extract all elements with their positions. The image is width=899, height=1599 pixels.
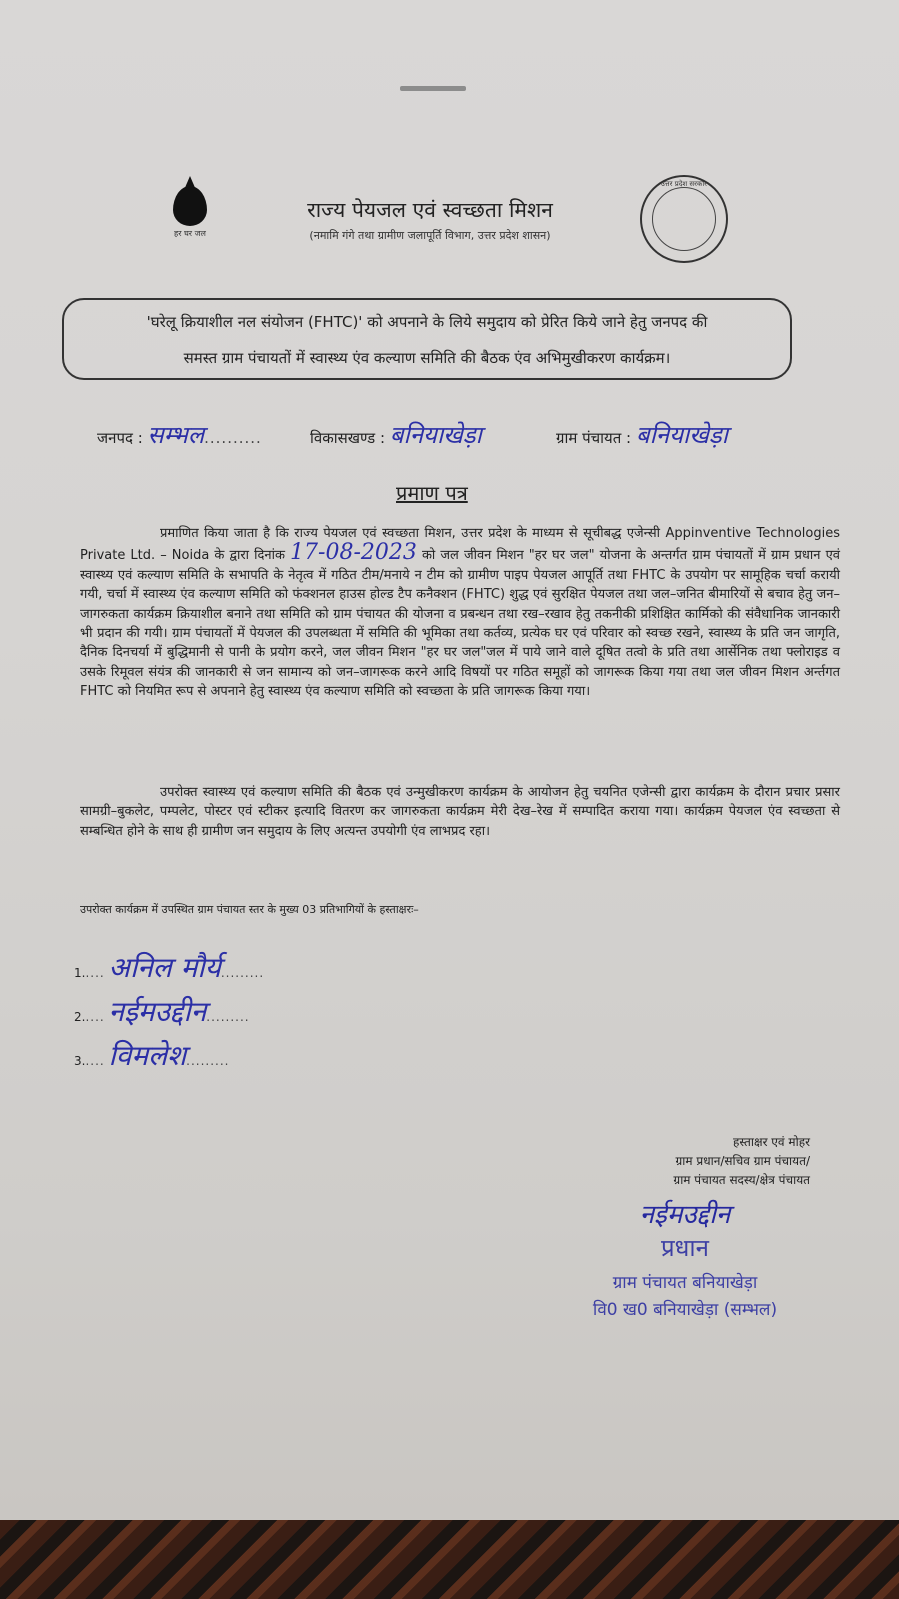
program-date: 17-08-2023 (290, 540, 417, 566)
district-field: जनपद : सम्भल.......... (97, 421, 262, 449)
stamp-role: प्रधान (661, 1234, 709, 1262)
staple (400, 86, 466, 91)
body-p2: उपरोक्त स्वास्थ्य एवं कल्याण समिति की बैठक एवं उन्मुखीकरण कार्यक्रम के आयोजन हेतु चयनित एजेन्सी द्वारा कार्यक्रम के दौरान प्रचार प्रसार सामग्री–बुकलेट, पम्पलेट, पोस्टर एवं स्टीकर इत्यादि वितरण कर जागरुकता कार्यक्रम मेरी देख–रेख में सम्पादित कराया गया। कार्यक्रम पेयजल एंव स्वच्छता से सम्बन्धित होने के साथ ही ग्रामीण जन समुदाय के लिए अत्यन्त उपयोगी एंव लाभप्रद रहा। (80, 785, 840, 839)
participant-signature: नईमउद्दीन (108, 995, 207, 1028)
body-paragraph-2 (80, 783, 840, 841)
block-value: बनियाखेड़ा (389, 421, 482, 449)
district-label: जनपद (97, 429, 133, 447)
body-p1-part-b: को जल जीवन मिशन "हर घर जल" योजना के अन्तर्गत ग्राम पंचायतों में ग्राम प्रधान एवं स्वास्थ्य एवं कल्याण समिति के सभापति के नेतृत्व में गठित टीम/मनाये न टीम को ग्रामीण पाइप पेयजल आपूर्ति तथा FHTC के उपयोग पर सामूहिक चर्चा करायी गयी, चर्चा में स्वास्थ्य एंव कल्याण समिति को फंक्शनल हाउस होल्ड टैप कनैक्शन (FHTC) शुद्ध एवं सुरक्षित पेयजल तथा जल–जनित बीमारियों से बचाव हेतु जन–जागरुकता कार्यक्रम क्रियाशील बनाने तथा समिति को ग्राम पंचायत की योजना व प्रबन्धन तथा रख–रखाव हेतु तकनीकी प्रशिक्षित कार्मिको की संवैधानिक जानकारी भी प्रदान की गयी। ग्राम पंचायतों में पेयजल की उपलब्धता में समिति की भूमिका तथा कर्तव्य, प्रत्येक घर एवं परिवार को स्वच्छ रखने, स्वास्थ्य के प्रति जन जागृति, दैनिक दिनचर्या में बुद्धिमानी से पानी के प्रयोग करने, जल जीवन मिशन "हर घर जल"जल में पाये जाने वाले दूषित तत्वो के प्रति तथा आर्सेनिक तथा फ्लोराइड व उसके रिमूवल संयंत्र की जानकारी से जन सामान्य को जन–जागरूक करने आदि विषयों पर गठित समूहों को जागरूक किया गया तथा जल जीवन मिशन अर्न्तगत FHTC को नियमित रूप से अपनाने हेतु स्वास्थ्य एंव कल्याण समिति को स्वच्छता के प्रति जागरूक किया गया। (80, 548, 840, 700)
certificate-heading: प्रमाण पत्र (396, 481, 468, 505)
seal-text: उत्तर प्रदेश सरकार (660, 180, 708, 188)
body-p1-part-a: प्रमाणित किया जाता है कि राज्य पेयजल एवं स्वच्छता मिशन, उत्तर प्रदेश के माध्यम से सूचीबद्ध एजेन्सी Appinventive Technologies Private Ltd. – Noida के द्वारा दिनांक (80, 526, 840, 564)
participants-note: उपरोक्त कार्यक्रम में उपस्थित ग्राम पंचायत स्तर के मुख्य 03 प्रतिभागियों के हस्ताक्षरः– (80, 903, 419, 916)
block-field: विकासखण्ड : बनियाखेड़ा (310, 421, 482, 449)
participant-signature: विमलेश (108, 1039, 187, 1072)
participant-number: 2. (74, 1010, 86, 1024)
panchayat-label: ग्राम पंचायत (556, 429, 622, 447)
banner-line-1: 'घरेलू क्रियाशील नल संयोजन (FHTC)' को अपनाने के लिये समुदाय को प्रेरित किये जाने हेतु जनपद की (146, 313, 708, 331)
panchayat-value: बनियाखेड़ा (635, 421, 728, 449)
water-drop-icon (173, 186, 207, 226)
background-fabric (0, 1520, 899, 1599)
participant-number: 1. (74, 966, 86, 980)
jal-jeevan-logo (160, 186, 220, 258)
district-value: सम्भल (147, 421, 205, 449)
banner-line-2: समस्त ग्राम पंचायतों में स्वास्थ्य एंव कल्याण समिति की बैठक एंव अभिमुखीकरण कार्यक्रम। (183, 349, 671, 367)
panchayat-field: ग्राम पंचायत : बनियाखेड़ा (556, 421, 728, 449)
logo-caption: हर घर जल (174, 229, 206, 238)
participant-row: 2..... नईमउद्दीन......... (74, 995, 250, 1028)
stamp-block: वि0 ख0 बनियाखेड़ा (सम्भल) (592, 1300, 778, 1320)
signature-designation-1: ग्राम प्रधान/सचिव ग्राम पंचायत/ (675, 1154, 810, 1168)
participant-row: 3..... विमलेश......... (74, 1039, 230, 1072)
signature-authority-block (560, 1133, 810, 1190)
body-paragraph-1 (80, 524, 840, 702)
page-title: राज्य पेयजल एवं स्वच्छता मिशन (307, 198, 553, 222)
up-government-seal (640, 175, 728, 263)
page-subtitle: (नमामि गंगे तथा ग्रामीण जलापूर्ति विभाग, उत्तर प्रदेश शासन) (309, 229, 551, 242)
participant-row: 1..... अनिल मौर्य......... (74, 951, 265, 984)
participant-number: 3. (74, 1054, 86, 1068)
pradhan-signature: नईमउद्दीन (639, 1200, 731, 1230)
participant-signature: अनिल मौर्य (108, 951, 221, 984)
seal-emblem-icon (652, 187, 716, 251)
signature-designation-2: ग्राम पंचायत सदस्य/क्षेत्र पंचायत (673, 1173, 810, 1187)
signature-label: हस्ताक्षर एवं मोहर (732, 1135, 810, 1149)
program-banner (62, 298, 792, 380)
pradhan-stamp (555, 1195, 815, 1320)
block-label: विकासखण्ड (310, 429, 376, 447)
stamp-panchayat: ग्राम पंचायत बनियाखेड़ा (612, 1273, 758, 1293)
